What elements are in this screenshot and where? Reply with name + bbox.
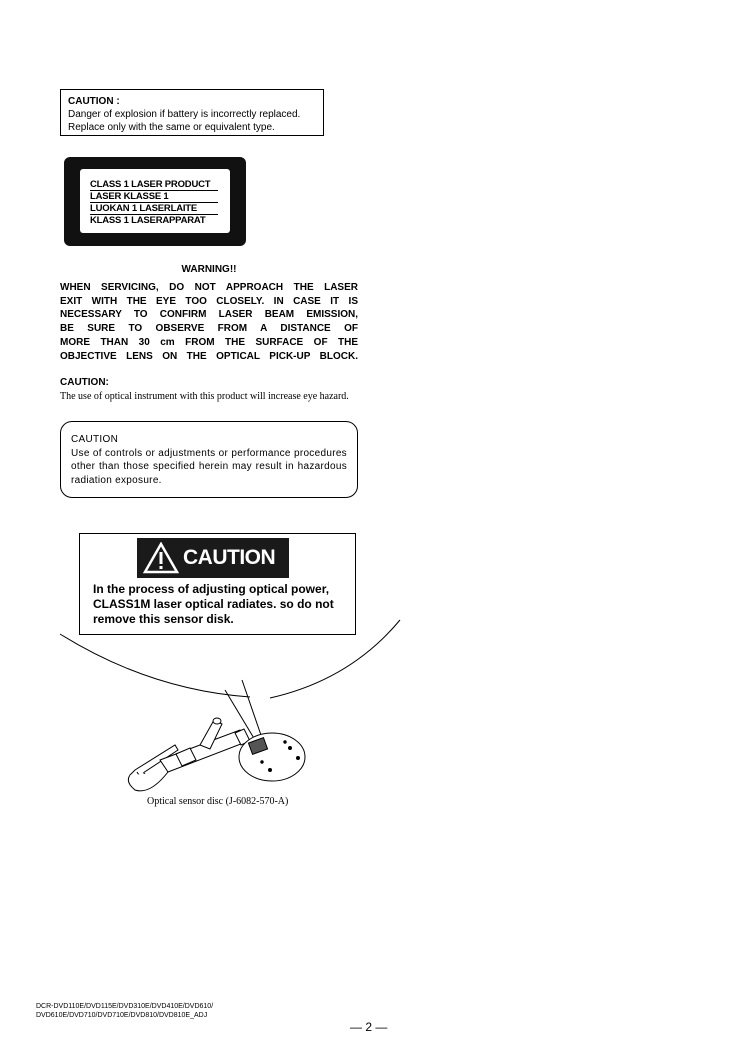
callout-pointer-2 xyxy=(242,680,262,738)
laser-label-line: KLASS 1 LASERAPPARAT xyxy=(90,215,206,226)
callout-curve-left xyxy=(60,634,250,697)
warning-line: BE SURE TO OBSERVE FROM A DISTANCE OF xyxy=(60,323,358,335)
warning-line: OBJECTIVE LENS ON THE OPTICAL PICK-UP BLOCK. xyxy=(60,350,358,362)
warning-line: MORE THAN 30 cm FROM THE SURFACE OF THE xyxy=(60,336,358,348)
battery-caution-title: CAUTION : xyxy=(68,96,120,107)
warning-triangle-icon xyxy=(143,542,179,574)
battery-caution-line2: Replace only with the same or equivalent type. xyxy=(68,122,275,133)
sensor-disc-caution-line: CLASS1M laser optical radiates. so do not xyxy=(93,597,334,611)
model-line: DCR-DVD110E/DVD115E/DVD310E/DVD410E/DVD610/ xyxy=(36,1003,214,1010)
laser-label-line: LASER KLASSE 1 xyxy=(90,191,218,203)
sensor-disc-caution-line: In the process of adjusting optical power, xyxy=(93,582,330,596)
probe-tool-drawing xyxy=(128,718,250,791)
caution-banner xyxy=(137,538,289,578)
model-list xyxy=(36,1002,213,1020)
sensor-disc-caution-text xyxy=(93,582,353,627)
controls-caution-body: Use of controls or adjustments or performance procedures other than those specified herein may result in hazardous radiation exposure. xyxy=(71,447,347,486)
controls-caution-title: CAUTION xyxy=(71,434,119,445)
caution-banner-text: CAUTION xyxy=(183,546,276,569)
page-number: — 2 — xyxy=(350,1020,388,1034)
optical-caution-body: The use of optical instrument with this product will increase eye hazard. xyxy=(60,391,349,402)
sensor-disc-caution-line: remove this sensor disk. xyxy=(93,612,234,626)
warning-line: EXIT WITH THE EYE TOO CLOSELY. IN CASE IT IS xyxy=(60,295,358,307)
optical-caution-title: CAUTION: xyxy=(60,377,109,388)
laser-label-line: CLASS 1 LASER PRODUCT xyxy=(90,179,218,191)
warning-line: NECESSARY TO CONFIRM LASER BEAM EMISSION, xyxy=(60,309,358,321)
model-line: DVD610E/DVD710/DVD710E/DVD810/DVD810E_ADJ xyxy=(36,1012,208,1019)
warning-title: WARNING!! xyxy=(181,264,237,275)
warning-line: WHEN SERVICING, DO NOT APPROACH THE LASER xyxy=(60,282,358,293)
optical-sensor-disc-drawing xyxy=(239,733,305,781)
sensor-disc-caution-box xyxy=(79,533,356,635)
figure-caption: Optical sensor disc (J-6082-570-A) xyxy=(147,796,289,807)
laser-label-line: LUOKAN 1 LASERLAITE xyxy=(90,203,218,215)
battery-caution-line1: Danger of explosion if battery is incorrectly replaced. xyxy=(68,109,301,120)
